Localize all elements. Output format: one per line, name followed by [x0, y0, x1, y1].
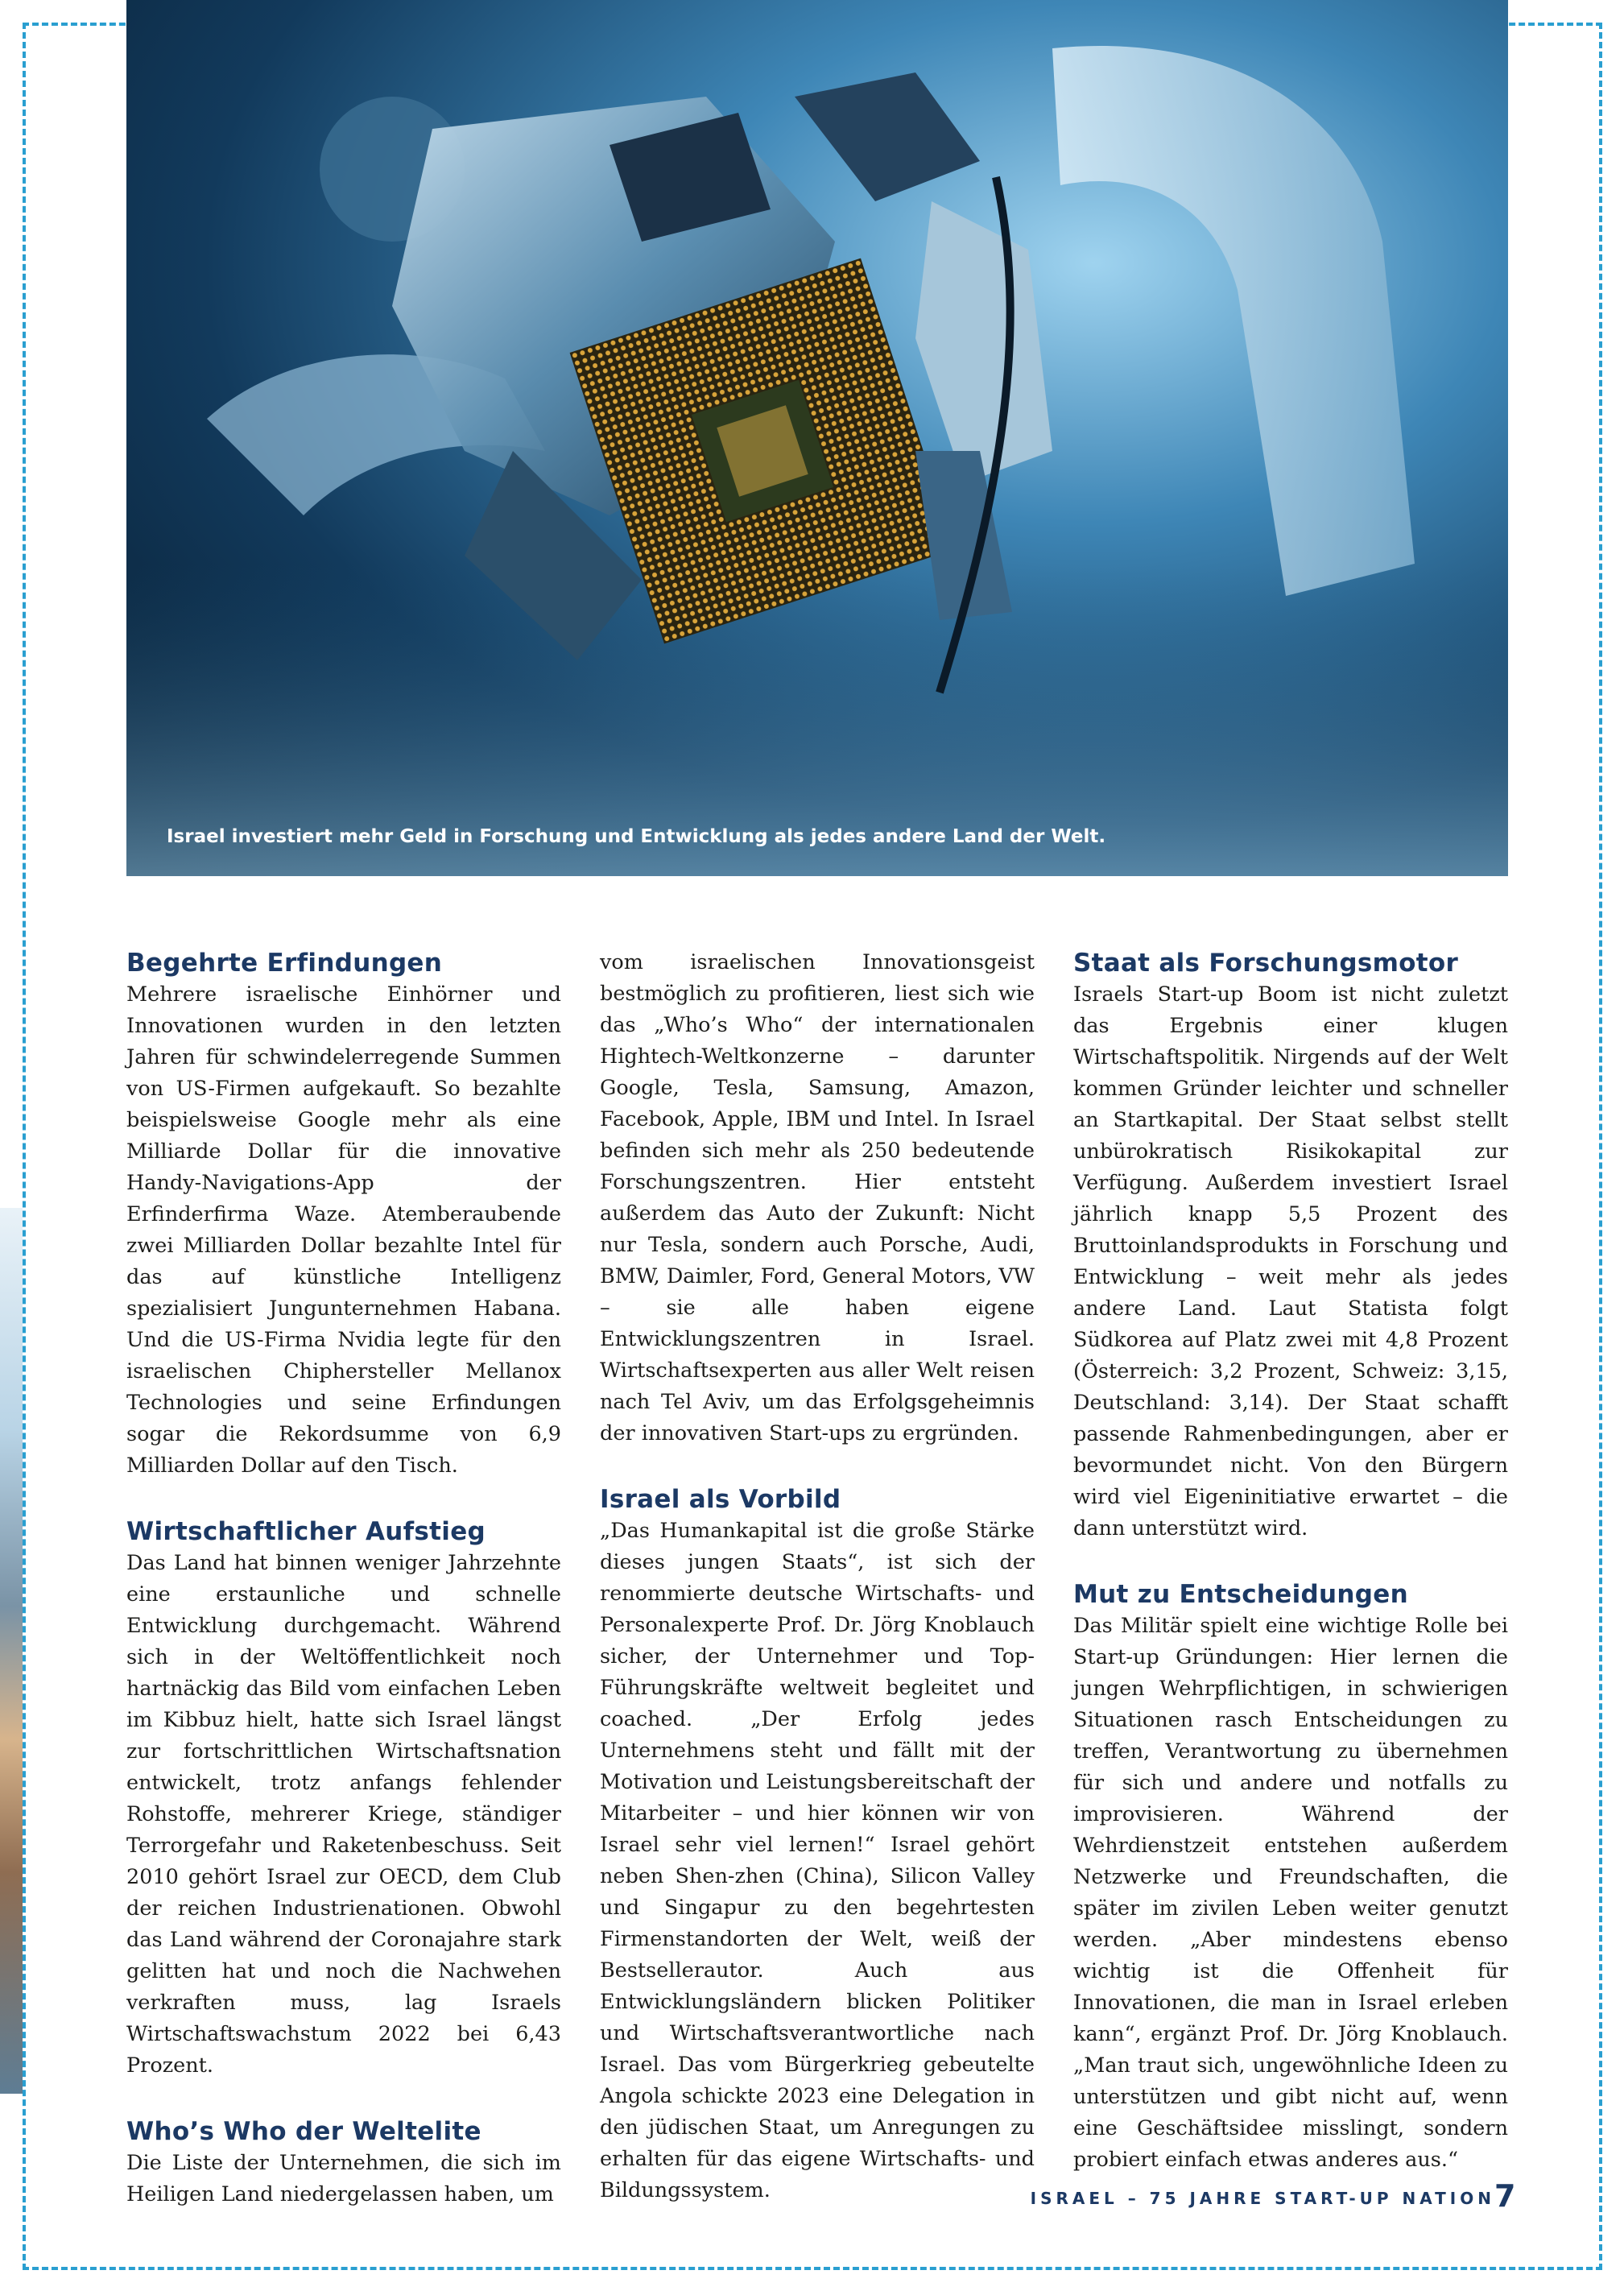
heading-israel-als-vorbild: Israel als Vorbild [600, 1485, 841, 1514]
paragraph-mut-zu-entscheidungen: Das Militär spielt eine wichtige Rolle bei Start-up Gründungen: Hier lernen die jungen Wehrpflichtigen, in schwierigen Situationen rasch Entscheidungen zu treffen, Verantwortung zu übernehmen für sich und andere und notfalls zu improvisieren. Während der Wehrdienstzeit entstehen außerdem Netzwerke und Freundschaften, die später im zivilen Leben weiter genutzt werden. „Aber mindestens ebenso wichtig ist die Offenheit für Innovationen, die man in Israel erleben kann“, ergänzt Prof. Dr. Jörg Knoblauch. „Man traut sich, ungewöhnliche Ideen zu unterstützen und gibt nicht auf, wenn eine Geschäftsidee misslingt, sondern probiert einfach etwas anderes aus.“ [1073, 1614, 1508, 2172]
left-edge-photo-strip [0, 1208, 23, 2094]
paragraph-whos-who-start: Die Liste der Unternehmen, die sich im Heiligen Land niedergelassen haben, um [126, 2151, 561, 2206]
paragraph-israel-als-vorbild: „Das Humankapital ist die große Stärke dieses jungen Staats“, ist sich der renommierte deutsche Wirtschafts- und Personalexperte Prof. Dr. Jörg Knoblauch sicher, der Unternehmer und Top-Führungskräfte weltweit begleitet und coached. „Der Erfolg jedes Unternehmens steht und fällt mit der Motivation und Leistungsbereitschaft der Mitarbeiter – und hier können wir von Israel sehr viel lernen!“ Israel gehört neben Shen-zhen (China), Silicon Valley und Singapur zu den begehrtesten Firmenstandorten der Welt, weiß der Bestsellerautor. Auch aus Entwicklungsländern blicken Politiker und Wirtschaftsverantwortliche nach Israel. Das vom Bürgerkrieg gebeutelte Angola schickte 2023 eine Delegation in den jüdischen Staat, um Anregungen zu erhalten für das eigene Wirtschafts- und Bildungssystem. [600, 1519, 1035, 2202]
paragraph-begehrte-erfindungen: Mehrere israelische Einhörner und Innovationen wurden in den letzten Jahren für schwindelerregende Summen von US-Firmen aufgekauft. So bezahlte beispielsweise Google mehr als eine Milliarde Dollar für die innovative Handy-Navigations-App der Erfinderfirma Waze. Atemberaubende zwei Milliarden Dollar bezahlte Intel für das auf künstliche Intelligenz spezialisiert Jungunternehmen Habana. Und die US-Firma Nvidia legte für den israelischen Chiphersteller Mellanox Technologies und seine Erfindungen sogar die Rekordsumme von 6,9 Milliarden Dollar auf den Tisch. [126, 982, 561, 1478]
text-column-3 [1073, 947, 1508, 2210]
text-column-1 [126, 947, 561, 2244]
paragraph-whos-who-continued: vom israelischen Innovationsgeist bestmöglich zu profitieren, liest sich wie das „Who’s Who“ der internationalen Hightech-Weltkonzerne – darunter Google, Tesla, Samsung, Amazon, Facebook, Apple, IBM und Intel. In Israel befinden sich mehr als 250 bedeutende Forschungszentren. Hier entsteht außerdem das Auto der Zukunft: Nicht nur Tesla, sondern auch Porsche, Audi, BMW, Daimler, Ford, General Motors, VW – sie alle haben eigene Entwicklungszentren in Israel. Wirtschaftsexperten aus aller Welt reisen nach Tel Aviv, um das Erfolgsgeheimnis der innovativen Start-ups zu ergründen. [600, 950, 1035, 1445]
running-footer-title: ISRAEL – 75 JAHRE START-UP NATION [1030, 2189, 1495, 2208]
heading-staat-als-forschungsmotor: Staat als Forschungsmotor [1073, 949, 1459, 978]
page-number: 7 [1494, 2178, 1516, 2214]
heading-whos-who: Who’s Who der Weltelite [126, 2117, 481, 2146]
heading-mut-zu-entscheidungen: Mut zu Entscheidungen [1073, 1580, 1408, 1609]
text-column-2 [600, 947, 1035, 2240]
heading-wirtschaftlicher-aufstieg: Wirtschaftlicher Aufstieg [126, 1517, 486, 1546]
heading-begehrte-erfindungen: Begehrte Erfindungen [126, 949, 443, 978]
hero-photo-robot-arm-chip [126, 0, 1508, 876]
robot-arm-illustration [126, 0, 1508, 876]
paragraph-staat-als-forschungsmotor: Israels Start-up Boom ist nicht zuletzt das Ergebnis einer klugen Wirtschaftspolitik. Nirgends auf der Welt kommen Gründer leichter und schneller an Startkapital. Der Staat selbst stellt unbürokratisch Risikokapital zur Verfügung. Außerdem investiert Israel jährlich knapp 5,5 Prozent des Bruttoinlandsprodukts in Forschung und Entwicklung – weit mehr als jedes andere Land. Laut Statista folgt Südkorea auf Platz zwei mit 4,8 Prozent (Österreich: 3,2 Prozent, Schweiz: 3,15, Deutschland: 3,14). Der Staat schafft passende Rahmenbedingungen, aber er bevormundet nicht. Von den Bürgern wird viel Eigeninitiative erwartet – die dann unterstützt wird. [1073, 982, 1508, 1540]
image-caption: Israel investiert mehr Geld in Forschung und Entwicklung als jedes andere Land der Welt. [167, 826, 1106, 847]
paragraph-wirtschaftlicher-aufstieg: Das Land hat binnen weniger Jahrzehnte eine erstaunliche und schnelle Entwicklung durchgemacht. Während sich in der Weltöffentlichkeit noch hartnäckig das Bild vom einfachen Leben im Kibbuz hielt, hatte sich Israel längst zur fortschrittlichen Wirtschaftsnation entwickelt, trotz anfangs fehlender Rohstoffe, mehrerer Kriege, ständiger Terrorgefahr und Raketenbeschuss. Seit 2010 gehört Israel zur OECD, dem Club der reichen Industrienationen. Obwohl das Land während der Coronajahre stark gelitten hat und noch die Nachwehen verkraften muss, lag Israels Wirtschaftswachstum 2022 bei 6,43 Prozent. [126, 1551, 561, 2078]
